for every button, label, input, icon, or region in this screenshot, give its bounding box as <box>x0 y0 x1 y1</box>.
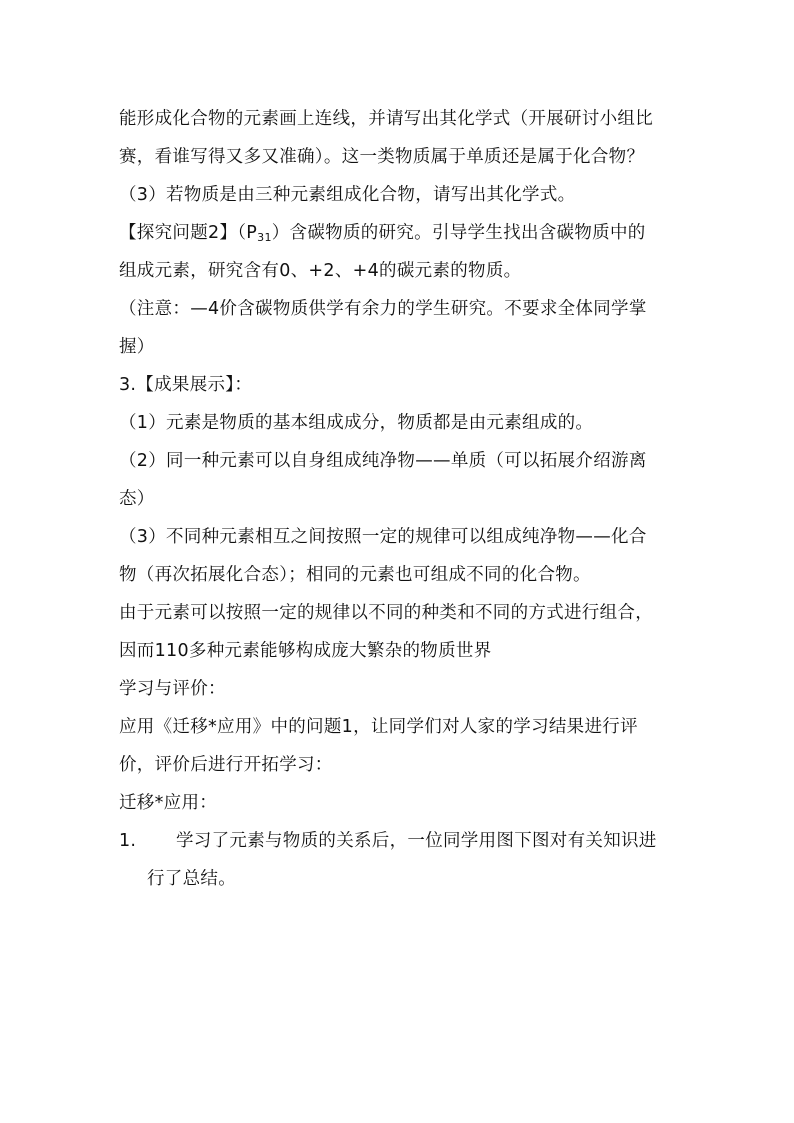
text-line-11: 态） <box>119 489 155 509</box>
text-line-1: 能形成化合物的元素画上连线，并请写出其化学式（开展研讨小组比 <box>119 109 653 129</box>
numbered-item-1 <box>119 822 679 860</box>
text-line-15: 因而110多种元素能够构成庞大繁杂的物质世界 <box>119 641 492 661</box>
section-heading-evaluation: 学习与评价： <box>119 679 226 699</box>
inquiry-title: 【探究问题2】（P <box>119 223 258 243</box>
text-line-12: （3）不同种元素相互之间按照一定的规律可以组成纯净物——化合 <box>119 527 647 547</box>
text-line-9: （1）元素是物质的基本组成成分，物质都是由元素组成的。 <box>119 413 594 433</box>
text-line-5: 组成元素，研究含有0、+2、+4的碳元素的物质。 <box>119 261 522 281</box>
document-body <box>119 100 679 898</box>
text-line-13: 物（再次拓展化合态）；相同的元素也可组成不同的化合物。 <box>119 565 591 585</box>
item-number: 1. <box>119 831 137 851</box>
section-heading-application: 迁移*应用： <box>119 793 218 813</box>
text-line-10: （2）同一种元素可以自身组成纯净物——单质（可以拓展介绍游离 <box>119 451 647 471</box>
page-subscript: 31 <box>257 231 272 244</box>
text-line-21: 行了总结。 <box>147 869 236 889</box>
text-line-2: 赛，看谁写得又多又准确）。这一类物质属于单质还是属于化合物？ <box>119 147 645 167</box>
text-line-17: 应用《迁移*应用》中的问题1，让同学们对人家的学习结果进行评 <box>119 717 638 737</box>
inquiry-title-rest: ）含碳物质的研究。引导学生找出含碳物质中的 <box>271 223 646 243</box>
text-line-18: 价，评价后进行开拓学习： <box>119 755 333 775</box>
text-line-4 <box>119 214 679 252</box>
section-heading-results: 3.【成果展示】： <box>119 375 253 395</box>
text-line-3: （3）若物质是由三种元素组成化合物，请写出其化学式。 <box>119 185 576 205</box>
text-line-6: （注意：—4价含碳物质供学有余力的学生研究。不要求全体同学掌 <box>119 299 647 319</box>
item-text: 学习了元素与物质的关系后，一位同学用图下图对有关知识进 <box>176 831 657 851</box>
text-line-14: 由于元素可以按照一定的规律以不同的种类和不同的方式进行组合， <box>119 603 653 623</box>
text-line-7: 握） <box>119 337 155 357</box>
